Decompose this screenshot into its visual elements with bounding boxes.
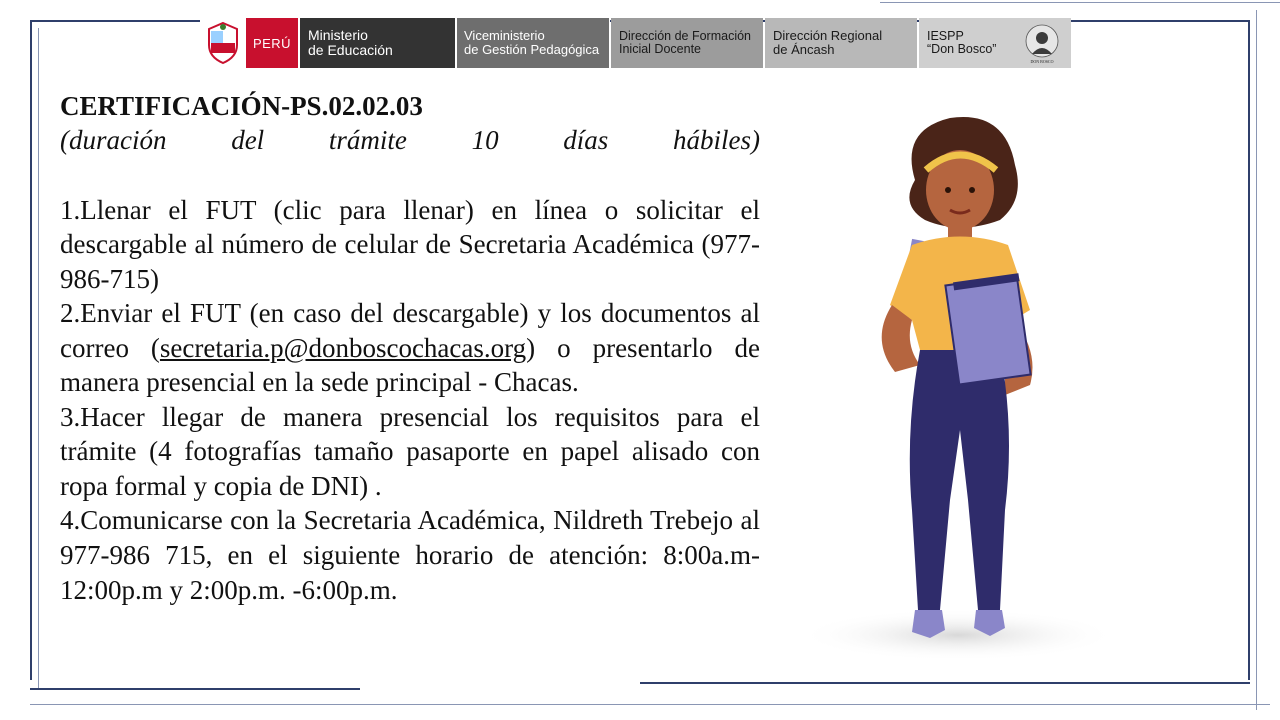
institution-logo-bar — [200, 18, 1071, 68]
step-2 — [60, 296, 760, 400]
step-2-text-b: ) o presentarlo de manera presencial en la sede principal - Chacas. — [60, 332, 760, 398]
viceministerio-line1: Viceministerio — [464, 28, 545, 44]
step-2-text-a: 2.Enviar el FUT (en caso del descargable) y los documentos al correo ( — [60, 298, 760, 363]
direccion-regional-line2: de Áncash — [773, 42, 835, 57]
iespp-line2: “Don Bosco” — [927, 42, 997, 56]
frame-line — [38, 28, 39, 688]
direccion-formacion-line2: Inicial Docente — [619, 42, 701, 56]
frame-line — [30, 704, 1270, 705]
peru-label: PERÚ — [246, 18, 298, 68]
frame-line — [30, 20, 32, 680]
page-title: CERTIFICACIÓN-PS.02.02.03 — [60, 91, 423, 121]
iespp-logo — [919, 18, 1071, 68]
direccion-regional-logo — [765, 18, 917, 68]
ministerio-logo — [300, 18, 455, 68]
student-illustration — [800, 110, 1120, 670]
frame-line — [1256, 10, 1257, 710]
iespp-line1: IESPP — [927, 28, 964, 43]
frame-line — [30, 688, 360, 690]
frame-line — [30, 20, 200, 22]
procedure-content — [60, 90, 760, 607]
don-bosco-seal-icon — [1021, 22, 1063, 64]
step-3: 3.Hacer llegar de manera presencial los requisitos para el trámite (4 fotografías tamaño pasaporte en papel alisado con ropa formal y copia de DNI) . — [60, 401, 760, 501]
viceministerio-logo — [457, 18, 609, 68]
ministerio-line2: de Educación — [308, 42, 393, 58]
direccion-formacion-line1: Dirección de Formación — [619, 28, 751, 43]
frame-line — [1248, 20, 1250, 680]
frame-line — [640, 682, 1250, 684]
email-link[interactable]: secretaria.p@donboscochacas.org — [159, 332, 527, 363]
step-1: 1.Llenar el FUT (clic para llenar) en línea o solicitar el descargable al número de celular de Secretaria Académica (977-986-715) — [60, 194, 760, 294]
step-4: 4.Comunicarse con la Secretaria Académica, Nildreth Trebejo al 977-986 715, en el siguiente horario de atención: 8:00a.m-12:00p.m y 2:00p.m. -6:00p.m. — [60, 505, 760, 605]
peru-coat-of-arms-icon — [200, 18, 246, 68]
direccion-formacion-logo — [611, 18, 763, 68]
book-icon — [945, 275, 1030, 384]
frame-line — [880, 2, 1280, 3]
duration-subtitle: (duración del trámite 10 días hábiles) — [60, 124, 760, 155]
direccion-regional-line1: Dirección Regional — [773, 28, 883, 44]
viceministerio-line2: de Gestión Pedagógica — [464, 42, 600, 57]
pants — [910, 350, 1009, 610]
floor-shadow — [800, 609, 1118, 661]
ministerio-line1: Ministerio — [308, 27, 368, 44]
seal-caption: DON BOSCO — [1030, 59, 1054, 64]
